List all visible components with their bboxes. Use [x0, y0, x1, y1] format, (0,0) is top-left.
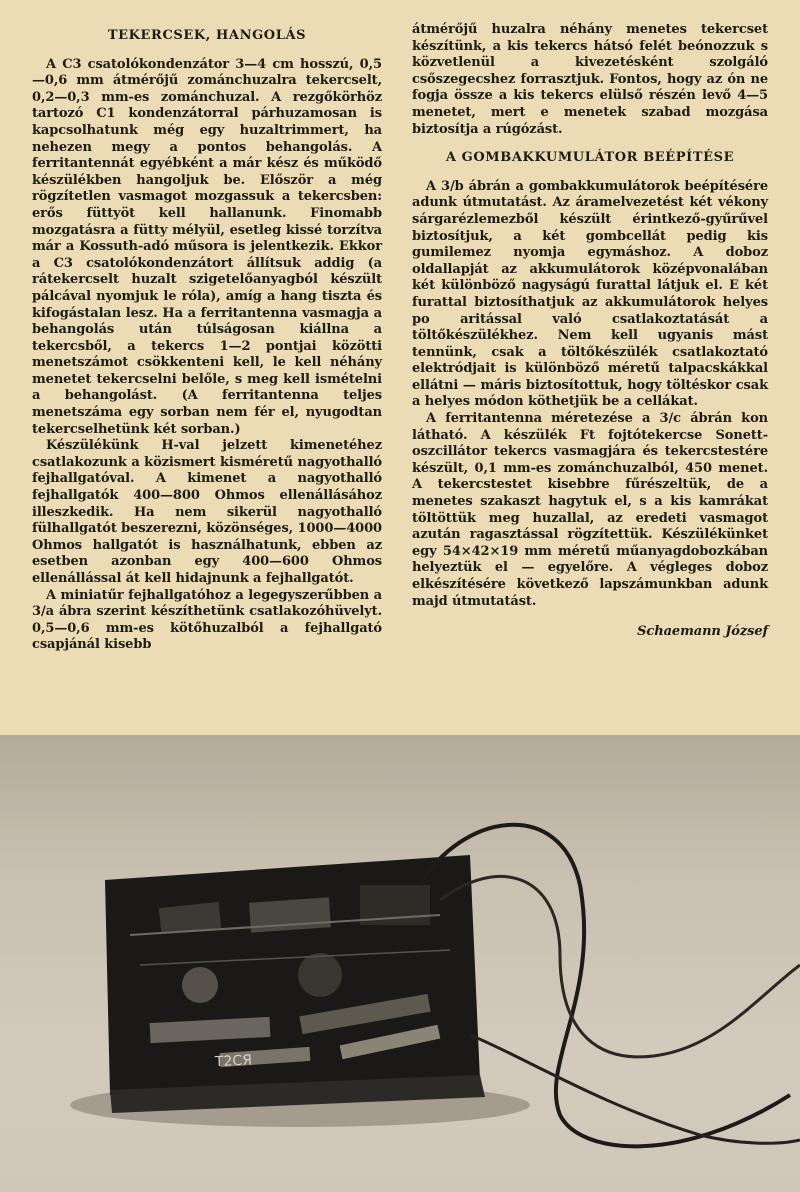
wire	[470, 1035, 800, 1143]
section-heading-coils: TEKERCSEK, HANGOLÁS	[107, 28, 307, 43]
paragraph: A 3/b ábrán a gombakkumulátorok beépítésére adunk útmutatást. Az áramelvezetést két vékony sárgarézlemezből készült érintkező-gyűrűvel biztosítjuk, a két gombcellát pedig kis gumilemez nyomja egymáshoz. A doboz oldallapját az akkumulátorok középvonalában két különböző nagyságú furattal látjuk el. E két furattal biztosíthatjuk az akkumulátorok helyes po aritással való csatlakoztatását a töltőkészülékhez. Nem kell ugyanis mást tennünk, csak a töltőkészülék csatlakoztató elektródjait is különböző méretű talpacskákkal ellátni — máris biztosítottuk, hogy töltéskor csak a helyes módon köthetjük be a cellákat.	[412, 178, 768, 410]
circuit-board-photo	[0, 735, 800, 1192]
paragraph: A ferritantenna méretezése a 3/c ábrán kon látható. A készülék Ft fojtótekercse Sonett-oszcillátor tekercs vasmagjára és tekercstestére készült, 0,1 mm-es zománchuzalból, 450 menet. A tekercstestet kisebbre fűrészeltük, de a menetes szakaszt hagytuk el, s a kis kamrákat töltöttük meg huzallal, az eredeti vasmagot azután ragasztással rögzítettük. Készülékünket egy 54×42×19 mm méretű műanyagdobozkában helyeztük el — egyelőre. A végleges doboz elkészítésére következő lapszámunkban adunk majd útmutatást.	[412, 411, 768, 609]
left-column	[32, 26, 382, 654]
author-signature: Schaemann József	[637, 624, 768, 640]
paragraph-continued: átmérőjű huzalra néhány menetes tekercset készítünk, a kis tekercs hátsó felét beónozzuk s közvetlenül a kivezetésként szolgáló csőszegecshez forrasztjuk. Fontos, hogy az ón ne fogja össze a kis tekercs elülső részén levő 4—5 menetet, mert e menetek szabad mozgása biztosítja a rúgózást.	[412, 22, 768, 137]
wire	[440, 876, 800, 1056]
paragraph: A miniatűr fejhallgatóhoz a legegyszerűbben a 3/a ábra szerint készíthetünk csatlakozóhüvelyt. 0,5—0,6 mm-es kötőhuzalból a fejhallgató csapjánál kisebb	[32, 587, 382, 653]
board-label: Т2СЯ	[214, 1052, 253, 1071]
paragraph: A C3 csatolókondenzátor 3—4 cm hosszú, 0,5—0,6 mm átmérőjű zománchuzalra tekercselt, 0,2—0,3 mm-es zománchuzal. A rezgőkörhöz tartozó C1 kondenzátorral párhuzamosan is kapcsolhatunk még egy huzaltrimmert, ha nehezen megy a pontos behangolás. A ferritantennát egyébként a már kész és működő készülékben hangoljuk be. Először a még rögzítetlen vasmagot mozgassuk a tekercsben: erős füttyöt kell hallanunk. Finomabb mozgatásra a fütty mélyül, esetleg kissé torzítva már a Kossuth-adó műsora is jelentkezik. Ekkor a C3 csatolókondenzátort állítsuk addig (a rátekercselt huzalt szigetelőanyagból készült pálcával nyomjuk le róla), amíg a hang tiszta és kifogástalan lesz. Ha a ferritantenna vasmagja a behangolás után túlságosan kiállna a tekercsből, a tekercs 1—2 pontjai közötti menetszámot csökkenteni kell, le kell néhány menetet tekercselni belőle, s meg kell ismételni a behangolást. (A ferritantenna teljes menetszáma egy sorban nem fér el, nyugodtan tekercselhetünk két sorban.)	[32, 56, 382, 437]
device-photo	[0, 735, 800, 1192]
section-heading-battery: A GOMBAKKUMULÁTOR BEÉPÍTÉSE	[445, 150, 735, 166]
paragraph: Készülékünk H-val jelzett kimenetéhez csatlakozunk a közismert kisméretű nagyothalló fejhallgatóval. A kimenet a nagyothalló fejhallgatók 400—800 Ohmos ellenállásához illeszkedik. Ha nem sikerül nagyothalló fülhallgatót beszerezni, közönséges, 1000—4000 Ohmos hallgatót is használhatunk, ebben az esetben azonban egy 400—600 Ohmos ellenállással át kell hidajnunk a fejhallgatót.	[32, 438, 382, 586]
right-column	[412, 22, 768, 641]
